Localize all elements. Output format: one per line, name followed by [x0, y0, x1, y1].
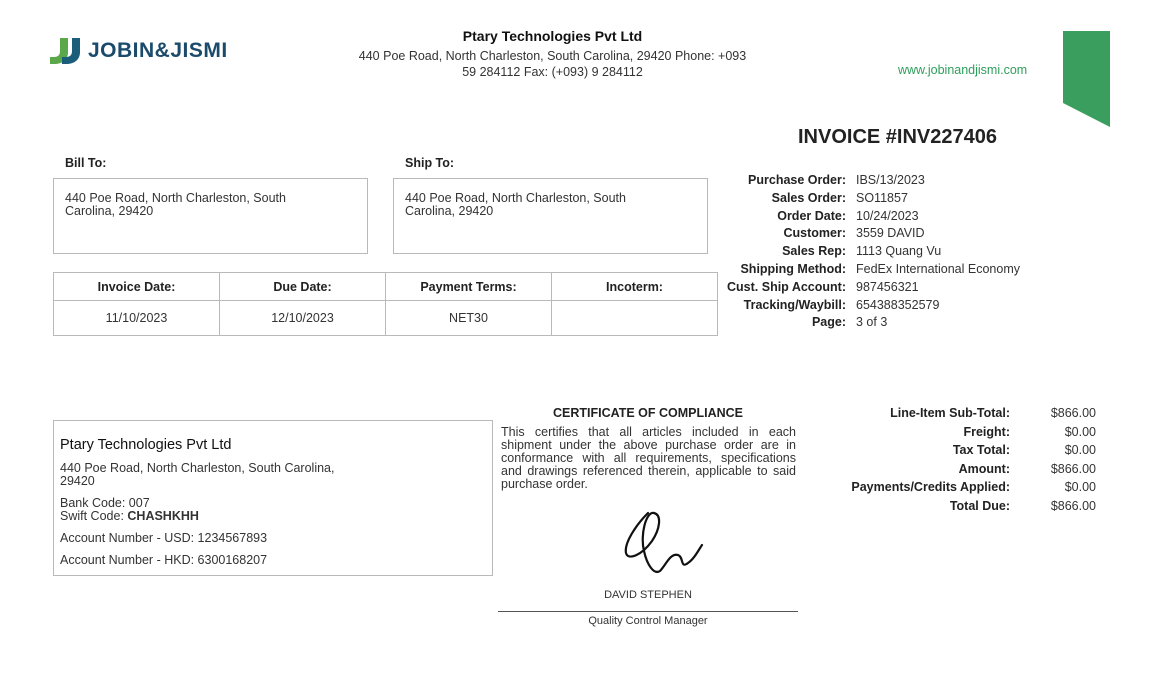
meta-row [700, 208, 1020, 226]
meta-row [700, 190, 1020, 208]
swift-code-value: CHASHKHH [127, 509, 199, 523]
invoice-date-value: 11/10/2023 [54, 301, 220, 336]
bill-to-line2: Carolina, 29420 [65, 204, 154, 218]
totals-label: Tax Total: [952, 443, 1010, 457]
bank-address-line2: 29420 [60, 474, 95, 488]
swift-code-label: Swift Code: [60, 509, 128, 523]
meta-row [700, 297, 1020, 315]
company-address-line2: 59 284112 Fax: (+093) 9 284112 [462, 65, 643, 79]
totals-value: $866.00 [1050, 406, 1096, 420]
meta-label: Customer: [783, 226, 846, 241]
company-address-line1: 440 Poe Road, North Charleston, South Carolina, 29420 Phone: +093 [358, 49, 747, 63]
meta-value: 10/24/2023 [856, 208, 919, 223]
bill-to-box [53, 178, 368, 254]
totals-value: $0.00 [1064, 480, 1096, 494]
ship-to-box [393, 178, 708, 254]
meta-label: Sales Rep: [782, 244, 846, 259]
total-due-label: Total Due: [949, 498, 1010, 513]
order-details [700, 172, 1020, 332]
bill-to-label: Bill To: [65, 156, 107, 170]
company-header [340, 28, 765, 80]
bank-code: Bank Code: 007 [60, 496, 150, 510]
signer-name: DAVID STEPHEN [604, 589, 692, 601]
meta-label: Sales Order: [771, 190, 846, 205]
meta-row [700, 261, 1020, 279]
certificate-title: CERTIFICATE OF COMPLIANCE [552, 406, 744, 420]
meta-label: Purchase Order: [748, 173, 846, 187]
bank-details-box [53, 420, 493, 576]
dates-value-row [54, 301, 718, 336]
meta-row [700, 172, 1020, 190]
meta-row [700, 279, 1020, 297]
meta-value: 1113 Quang Vu [856, 244, 942, 259]
totals-section [820, 404, 1096, 515]
dates-header-row [54, 273, 718, 301]
signature-line [498, 611, 798, 612]
ribbon-decoration [1063, 31, 1110, 127]
signer-title: Quality Control Manager [588, 615, 708, 627]
bill-to-line1: 440 Poe Road, North Charleston, South [65, 191, 286, 205]
totals-row [820, 478, 1096, 497]
totals-row [820, 460, 1096, 479]
meta-value: IBS/13/2023 [856, 173, 925, 187]
meta-row [700, 314, 1020, 332]
company-logo [50, 38, 228, 64]
ship-to-line1: 440 Poe Road, North Charleston, South [405, 191, 626, 205]
meta-value: 987456321 [856, 279, 919, 294]
company-name: Ptary Technologies Pvt Ltd [462, 28, 643, 44]
dates-table [53, 272, 718, 336]
totals-label: Payments/Credits Applied: [851, 480, 1010, 494]
meta-value: FedEx International Economy [856, 261, 1020, 276]
ship-to-line2: Carolina, 29420 [405, 204, 494, 218]
incoterm-header: Incoterm: [552, 273, 718, 301]
totals-label: Line-Item Sub-Total: [890, 406, 1010, 420]
account-usd: Account Number - USD: 1234567893 [60, 531, 268, 545]
meta-value: 3 of 3 [856, 315, 888, 330]
incoterm-value [552, 301, 718, 336]
totals-row [820, 441, 1096, 460]
totals-label: Freight: [963, 424, 1010, 439]
account-hkd: Account Number - HKD: 6300168207 [60, 553, 268, 567]
meta-label: Tracking/Waybill: [743, 297, 846, 312]
meta-row [700, 243, 1020, 261]
totals-label: Amount: [958, 461, 1010, 476]
bank-address-line1: 440 Poe Road, North Charleston, South Carolina, [60, 461, 335, 475]
meta-value: 654388352579 [856, 297, 940, 312]
meta-label: Shipping Method: [740, 261, 846, 276]
certificate-text: This certifies that all articles included in each shipment under the above purchase order are in conformance with all requirements, specifications and drawings referenced therein, applicable to said purchase order. [501, 425, 796, 491]
meta-value: SO11857 [856, 190, 908, 205]
meta-value: 3559 DAVID [856, 226, 925, 241]
totals-row [820, 423, 1096, 442]
signature-image [618, 505, 710, 581]
website-link[interactable]: www.jobinandjismi.com [898, 63, 1028, 77]
meta-label: Page: [811, 315, 846, 330]
invoice-date-header: Invoice Date: [54, 273, 220, 301]
bank-company-name: Ptary Technologies Pvt Ltd [60, 437, 232, 453]
ship-to-label: Ship To: [405, 156, 455, 170]
totals-value: $0.00 [1064, 443, 1096, 457]
totals-row [820, 404, 1096, 423]
swift-code [60, 510, 486, 523]
payment-terms-header: Payment Terms: [386, 273, 552, 301]
payment-terms-value: NET30 [386, 301, 552, 336]
meta-label: Cust. Ship Account: [727, 279, 846, 294]
due-date-value: 12/10/2023 [220, 301, 386, 336]
totals-value: $0.00 [1064, 424, 1096, 439]
invoice-title: INVOICE #INV227406 [798, 126, 997, 148]
meta-row [700, 225, 1020, 243]
due-date-header: Due Date: [220, 273, 386, 301]
logo-mark-icon [50, 38, 82, 64]
meta-label: Order Date: [777, 208, 846, 223]
totals-value: $866.00 [1050, 461, 1096, 476]
logo-text: JOBIN&JISMI [88, 39, 228, 62]
totals-row [820, 497, 1096, 516]
total-due-value: $866.00 [1050, 498, 1096, 513]
